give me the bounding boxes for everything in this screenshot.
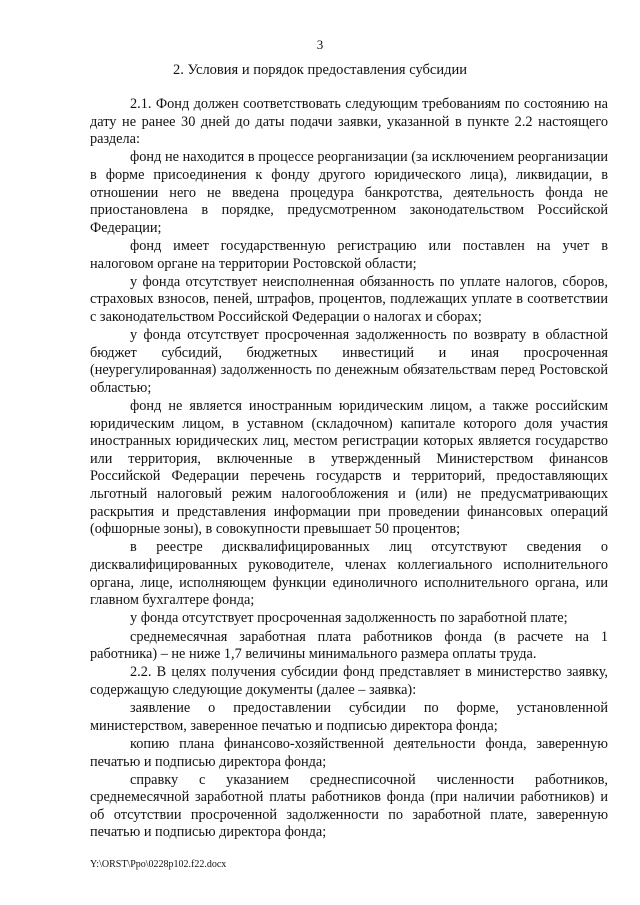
paragraph: фонд не является иностранным юридическим лицом, а также российским юридическим лицом, в уставном (складочном) капитале которого доля участия иностранных юридических лиц, местом регистрации которых является государство или территория, включенные в утвержденный Министерством финансов Российской Федерации перечень государств и территорий, предоставляющих льготный налоговый режим налогообложения и (или) не предусматривающих раскрытия и представления информации при проведении финансовых операций (офшорные зоны), в совокупности превышает 50 процентов; xyxy=(90,398,608,538)
paragraph: у фонда отсутствует просроченная задолженность по заработной плате; xyxy=(130,610,568,627)
section-heading: 2. Условия и порядок предоставления субсидии xyxy=(172,62,467,78)
page-number: 3 xyxy=(316,37,324,52)
paragraph: справку с указанием среднесписочной численности работников, среднемесячной заработной платы работников фонда (при наличии работников) и об отсутствии просроченной задолженности по заработной плате, заверенную печатью и подписью директора фонда; xyxy=(90,771,608,841)
paragraph: в реестре дисквалифицированных лиц отсутствуют сведения о дисквалифицированных руководителе, членах коллегиального исполнительного органа, лице, исполняющем функции единоличного исполнительного органа, или главном бухгалтере фонда; xyxy=(90,539,608,609)
file-path-footer: Y:\ORST\Ppo\0228p102.f22.docx xyxy=(90,859,227,870)
paragraph: 2.2. В целях получения субсидии фонд представляет в министерство заявку, содержащую следующие документы (далее – заявка): xyxy=(90,664,608,698)
paragraph: фонд не находится в процессе реорганизации (за исключением реорганизации в форме присоединения к фонду другого юридического лица), ликвидации, в отношении него не введена процедура банкротства, деятельность фонда не приостановлена в порядке, предусмотренном законодательством Российской Федерации; xyxy=(90,149,608,236)
paragraph: фонд имеет государственную регистрацию или поставлен на учет в налоговом органе на территории Ростовской области; xyxy=(90,237,608,272)
paragraph: заявление о предоставлении субсидии по форме, установленной министерством, заверенное печатью и подписью директора фонда; xyxy=(90,700,608,734)
paragraph: копию плана финансово-хозяйственной деятельности фонда, заверенную печатью и подписью директора фонда; xyxy=(90,735,608,770)
paragraph: у фонда отсутствует просроченная задолженность по возврату в областной бюджет субсидий, бюджетных инвестиций и иная просроченная (неурегулированная) задолженность по денежным обязательствам перед Ростовской областью; xyxy=(90,327,608,396)
document-body xyxy=(90,96,608,843)
paragraph: среднемесячная заработная плата работников фонда (в расчете на 1 работника) – не ниже 1,7 величины минимального размера оплаты труда. xyxy=(90,628,608,663)
paragraph: 2.1. Фонд должен соответствовать следующим требованиям по состоянию на дату не ранее 30 дней до даты подачи заявки, указанной в пункте 2.2 настоящего раздела: xyxy=(90,96,608,148)
paragraph: у фонда отсутствует неисполненная обязанность по уплате налогов, сборов, страховых взносов, пеней, штрафов, процентов, подлежащих уплате в соответствии с законодательством Российской Федерации о налогах и сборах; xyxy=(90,273,608,325)
